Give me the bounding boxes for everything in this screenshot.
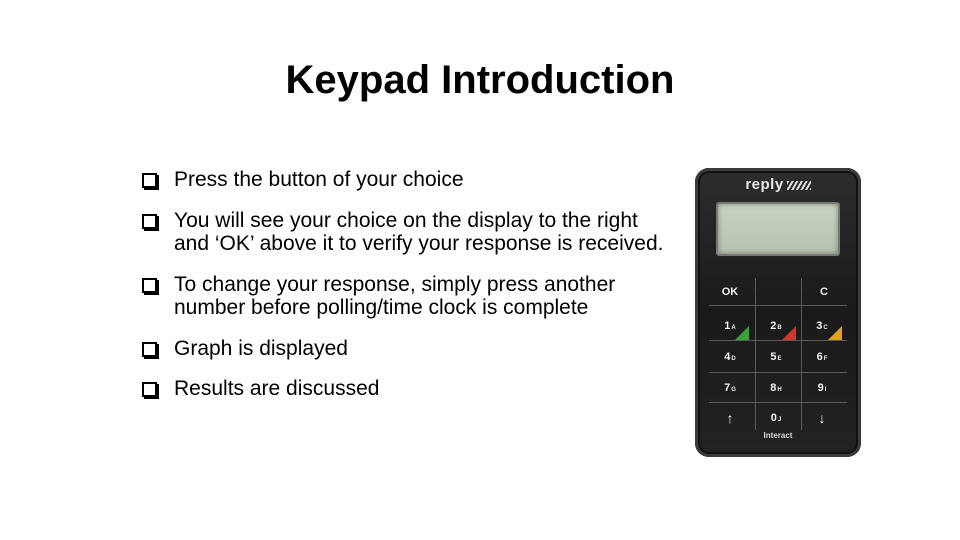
key-0 — [761, 406, 791, 430]
keypad-divider — [801, 278, 802, 430]
key-label: 5 — [770, 351, 777, 363]
key-7 — [715, 376, 745, 400]
bullet-text: Graph is displayed — [174, 336, 348, 360]
keypad-divider — [709, 305, 847, 306]
key-c — [809, 280, 839, 304]
key-letter: A — [731, 325, 736, 331]
bullet-text: Press the button of your choice — [174, 168, 464, 191]
checkbox-bullet-icon — [142, 173, 157, 188]
key-letter: H — [777, 387, 782, 393]
key-letter: E — [777, 356, 782, 362]
key-letter: I — [824, 387, 827, 393]
bullet-text: Results are discussed — [174, 377, 380, 400]
key-8 — [761, 376, 791, 400]
brand-logo: reply — [745, 176, 784, 193]
keypad-divider — [709, 372, 847, 373]
key-down — [807, 406, 837, 430]
checkbox-bullet-icon — [142, 382, 157, 397]
bullet-item — [140, 209, 670, 256]
key-label: 8 — [770, 382, 777, 394]
bullet-text: You will see your choice on the display to the right and ‘OK’ above it to verify your response is received. — [174, 208, 664, 255]
key-label: 1 — [724, 320, 731, 332]
key-up — [715, 406, 745, 430]
key-label: 4 — [724, 351, 731, 363]
down-arrow-icon: ↓ — [818, 410, 826, 426]
key-label: 7 — [724, 382, 731, 394]
keypad-divider — [755, 278, 756, 430]
key-letter: G — [731, 387, 736, 393]
key-label: C — [820, 286, 828, 298]
key-label: 6 — [816, 351, 823, 363]
brand-mark-icon — [787, 181, 811, 190]
bullet-item — [140, 168, 670, 192]
checkbox-bullet-icon — [142, 342, 157, 357]
key-5 — [761, 345, 791, 369]
keypad-image — [695, 168, 861, 457]
key-letter: D — [731, 356, 736, 362]
key-letter: J — [777, 417, 782, 423]
keypad-divider — [709, 340, 847, 341]
bullet-item — [140, 377, 670, 401]
key-letter: F — [823, 356, 828, 362]
key-ok — [715, 280, 745, 304]
key-4 — [715, 345, 745, 369]
key-6 — [807, 345, 837, 369]
key-3 — [807, 314, 837, 338]
keypad-brand — [695, 176, 861, 193]
up-arrow-icon: ↑ — [726, 410, 734, 426]
key-9 — [807, 376, 837, 400]
key-label: OK — [721, 286, 739, 298]
key-letter: B — [777, 325, 782, 331]
keypad-divider — [709, 402, 847, 403]
key-label: 0 — [770, 412, 777, 424]
key-label: 3 — [816, 320, 823, 332]
bullet-item — [140, 273, 670, 320]
key-2 — [761, 314, 791, 338]
checkbox-bullet-icon — [142, 278, 157, 293]
key-label: 2 — [770, 320, 777, 332]
bullet-item — [140, 337, 670, 361]
keypad-display — [716, 202, 840, 256]
key-letter: C — [823, 325, 828, 331]
key-1 — [715, 314, 745, 338]
keypad-footer-label: Interact — [763, 431, 793, 440]
slide-title: Keypad Introduction — [285, 58, 675, 102]
bullet-text: To change your response, simply press another number before polling/time clock is complete — [174, 272, 616, 319]
bullet-list — [140, 168, 670, 401]
checkbox-bullet-icon — [142, 214, 157, 229]
key-label: 9 — [817, 382, 824, 394]
